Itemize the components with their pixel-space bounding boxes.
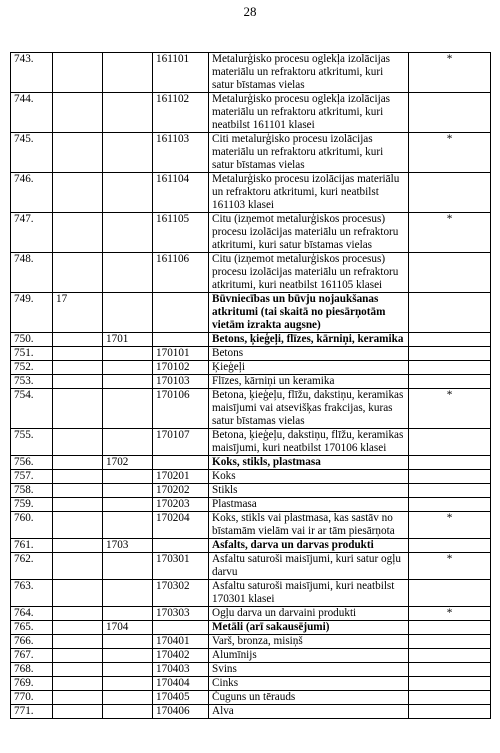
subchapter-code-cell (103, 649, 153, 663)
chapter-code-cell (53, 539, 103, 553)
hazard-mark-cell: * (409, 133, 491, 173)
chapter-code-cell (53, 498, 103, 512)
row-number-cell: 769. (11, 677, 53, 691)
waste-code-cell: 170403 (153, 663, 209, 677)
chapter-code-cell (53, 173, 103, 213)
row-number-cell: 767. (11, 649, 53, 663)
description-cell: Betons (209, 347, 409, 361)
description-cell: Citu (izņemot metalurģiskos procesus) procesu izolācijas materiālu un refraktoru atkritumi, kuri satur bīstamas vielas (209, 213, 409, 253)
row-number-cell: 747. (11, 213, 53, 253)
table-row (11, 663, 491, 677)
description-cell: Betons, ķieģeļi, flīzes, kārniņi, keramika (209, 333, 409, 347)
description-cell: Cinks (209, 677, 409, 691)
table-row (11, 213, 491, 253)
hazard-mark-cell (409, 621, 491, 635)
description-cell: Flīzes, kārniņi un keramika (209, 375, 409, 389)
waste-code-cell: 170106 (153, 389, 209, 429)
chapter-code-cell (53, 429, 103, 456)
chapter-code-cell (53, 649, 103, 663)
waste-code-cell (153, 333, 209, 347)
hazard-mark-cell (409, 347, 491, 361)
hazard-mark-cell (409, 580, 491, 607)
subchapter-code-cell (103, 677, 153, 691)
hazard-mark-cell: * (409, 53, 491, 93)
row-number-cell: 765. (11, 621, 53, 635)
table-row (11, 539, 491, 553)
chapter-code-cell (53, 361, 103, 375)
table-row (11, 93, 491, 133)
page-number: 28 (243, 4, 257, 19)
waste-classification-table (10, 52, 491, 719)
description-cell: Metalurģisko procesu oglekļa izolācijas materiālu un refraktoru atkritumi, kuri satur bīstamas vielas (209, 53, 409, 93)
description-cell: Betona, ķieģeļu, flīžu, dakstiņu, keramikas maisījumi vai atsevišķas frakcijas, kuras satur bīstamas vielas (209, 389, 409, 429)
row-number-cell: 748. (11, 253, 53, 293)
subchapter-code-cell (103, 133, 153, 173)
waste-code-cell: 170302 (153, 580, 209, 607)
chapter-code-cell (53, 133, 103, 173)
description-cell: Citu (izņemot metalurģiskos procesus) procesu izolācijas materiālu un refraktoru atkritumi, kuri neatbilst 161105 klasei (209, 253, 409, 293)
waste-code-cell: 170204 (153, 512, 209, 539)
waste-code-cell (153, 456, 209, 470)
description-cell: Koks, stikls, plastmasa (209, 456, 409, 470)
subchapter-code-cell (103, 580, 153, 607)
row-number-cell: 771. (11, 705, 53, 719)
table-row (11, 607, 491, 621)
row-number-cell: 755. (11, 429, 53, 456)
table-body (11, 53, 491, 719)
table-row (11, 498, 491, 512)
table-row (11, 293, 491, 333)
chapter-code-cell (53, 470, 103, 484)
subchapter-code-cell (103, 635, 153, 649)
subchapter-code-cell (103, 429, 153, 456)
chapter-code-cell (53, 691, 103, 705)
subchapter-code-cell (103, 93, 153, 133)
table-row (11, 705, 491, 719)
waste-code-cell (153, 293, 209, 333)
row-number-cell: 766. (11, 635, 53, 649)
chapter-code-cell (53, 53, 103, 93)
row-number-cell: 758. (11, 484, 53, 498)
waste-code-cell: 170101 (153, 347, 209, 361)
description-cell: Koks (209, 470, 409, 484)
table-row (11, 553, 491, 580)
waste-code-cell: 170402 (153, 649, 209, 663)
description-cell: Varš, bronza, misiņš (209, 635, 409, 649)
chapter-code-cell (53, 677, 103, 691)
waste-code-cell (153, 539, 209, 553)
table-row (11, 347, 491, 361)
subchapter-code-cell (103, 663, 153, 677)
hazard-mark-cell (409, 539, 491, 553)
row-number-cell: 762. (11, 553, 53, 580)
hazard-mark-cell (409, 293, 491, 333)
chapter-code-cell (53, 607, 103, 621)
subchapter-code-cell: 1703 (103, 539, 153, 553)
row-number-cell: 757. (11, 470, 53, 484)
row-number-cell: 744. (11, 93, 53, 133)
waste-code-cell: 170202 (153, 484, 209, 498)
description-cell: Ogļu darva un darvaini produkti (209, 607, 409, 621)
table-row (11, 375, 491, 389)
hazard-mark-cell (409, 498, 491, 512)
table-row (11, 389, 491, 429)
table-row (11, 649, 491, 663)
chapter-code-cell (53, 389, 103, 429)
hazard-mark-cell: * (409, 553, 491, 580)
hazard-mark-cell (409, 677, 491, 691)
row-number-cell: 749. (11, 293, 53, 333)
chapter-code-cell (53, 621, 103, 635)
chapter-code-cell (53, 580, 103, 607)
waste-code-cell (153, 621, 209, 635)
subchapter-code-cell (103, 691, 153, 705)
hazard-mark-cell (409, 705, 491, 719)
hazard-mark-cell (409, 691, 491, 705)
description-cell: Būvniecības un būvju nojaukšanas atkritumi (tai skaitā no piesārņotām vietām izrakta augsne) (209, 293, 409, 333)
subchapter-code-cell (103, 512, 153, 539)
hazard-mark-cell (409, 456, 491, 470)
table-row (11, 621, 491, 635)
subchapter-code-cell (103, 347, 153, 361)
subchapter-code-cell (103, 361, 153, 375)
table-row (11, 580, 491, 607)
waste-code-cell: 170401 (153, 635, 209, 649)
row-number-cell: 746. (11, 173, 53, 213)
hazard-mark-cell: * (409, 512, 491, 539)
subchapter-code-cell (103, 484, 153, 498)
row-number-cell: 761. (11, 539, 53, 553)
table-row (11, 173, 491, 213)
table-row (11, 456, 491, 470)
description-cell: Asfalts, darva un darvas produkti (209, 539, 409, 553)
description-cell: Metalurģisko procesu oglekļa izolācijas materiālu un refraktoru atkritumi, kuri neatbilst 161101 klasei (209, 93, 409, 133)
waste-code-cell: 161106 (153, 253, 209, 293)
subchapter-code-cell (103, 705, 153, 719)
chapter-code-cell (53, 93, 103, 133)
chapter-code-cell (53, 512, 103, 539)
description-cell: Alumīnijs (209, 649, 409, 663)
subchapter-code-cell (103, 213, 153, 253)
hazard-mark-cell (409, 333, 491, 347)
description-cell: Citi metalurģisko procesu izolācijas materiālu un refraktoru atkritumi, kuri satur bīstamas vielas (209, 133, 409, 173)
waste-code-cell: 170102 (153, 361, 209, 375)
hazard-mark-cell (409, 484, 491, 498)
chapter-code-cell (53, 705, 103, 719)
description-cell: Alva (209, 705, 409, 719)
table-row (11, 677, 491, 691)
row-number-cell: 763. (11, 580, 53, 607)
description-cell: Čuguns un tērauds (209, 691, 409, 705)
table-row (11, 429, 491, 456)
chapter-code-cell (53, 375, 103, 389)
row-number-cell: 760. (11, 512, 53, 539)
row-number-cell: 754. (11, 389, 53, 429)
table-row (11, 53, 491, 93)
chapter-code-cell (53, 213, 103, 253)
waste-code-cell: 170201 (153, 470, 209, 484)
row-number-cell: 756. (11, 456, 53, 470)
hazard-mark-cell (409, 253, 491, 293)
hazard-mark-cell: * (409, 389, 491, 429)
subchapter-code-cell (103, 253, 153, 293)
waste-code-cell: 161101 (153, 53, 209, 93)
chapter-code-cell (53, 484, 103, 498)
subchapter-code-cell (103, 389, 153, 429)
row-number-cell: 750. (11, 333, 53, 347)
row-number-cell: 751. (11, 347, 53, 361)
row-number-cell: 768. (11, 663, 53, 677)
subchapter-code-cell: 1702 (103, 456, 153, 470)
description-cell: Asfaltu saturoši maisījumi, kuri neatbilst 170301 klasei (209, 580, 409, 607)
waste-code-cell: 170107 (153, 429, 209, 456)
subchapter-code-cell (103, 553, 153, 580)
hazard-mark-cell (409, 375, 491, 389)
chapter-code-cell: 17 (53, 293, 103, 333)
waste-code-cell: 170404 (153, 677, 209, 691)
row-number-cell: 745. (11, 133, 53, 173)
subchapter-code-cell (103, 53, 153, 93)
subchapter-code-cell (103, 375, 153, 389)
hazard-mark-cell (409, 649, 491, 663)
table-row (11, 512, 491, 539)
subchapter-code-cell: 1704 (103, 621, 153, 635)
subchapter-code-cell (103, 293, 153, 333)
table-row (11, 333, 491, 347)
table-row (11, 691, 491, 705)
waste-code-cell: 170405 (153, 691, 209, 705)
hazard-mark-cell (409, 470, 491, 484)
subchapter-code-cell (103, 173, 153, 213)
table-row (11, 133, 491, 173)
waste-code-cell: 170203 (153, 498, 209, 512)
hazard-mark-cell (409, 635, 491, 649)
hazard-mark-cell: * (409, 607, 491, 621)
chapter-code-cell (53, 333, 103, 347)
row-number-cell: 764. (11, 607, 53, 621)
row-number-cell: 753. (11, 375, 53, 389)
description-cell: Betona, ķieģeļu, dakstiņu, flīžu, keramikas maisījumi, kuri neatbilst 170106 klasei (209, 429, 409, 456)
hazard-mark-cell: * (409, 213, 491, 253)
subchapter-code-cell (103, 470, 153, 484)
waste-code-cell: 161102 (153, 93, 209, 133)
waste-code-cell: 161103 (153, 133, 209, 173)
row-number-cell: 752. (11, 361, 53, 375)
table-row (11, 484, 491, 498)
subchapter-code-cell (103, 498, 153, 512)
description-cell: Svins (209, 663, 409, 677)
waste-code-cell: 170103 (153, 375, 209, 389)
waste-code-cell: 161105 (153, 213, 209, 253)
description-cell: Metalurģisko procesu izolācijas materiālu un refraktoru atkritumi, kuri neatbilst 161103 klasei (209, 173, 409, 213)
hazard-mark-cell (409, 429, 491, 456)
hazard-mark-cell (409, 173, 491, 213)
hazard-mark-cell (409, 93, 491, 133)
table-row (11, 253, 491, 293)
chapter-code-cell (53, 635, 103, 649)
waste-code-cell: 170301 (153, 553, 209, 580)
waste-code-cell: 170406 (153, 705, 209, 719)
description-cell: Ķieģeļi (209, 361, 409, 375)
chapter-code-cell (53, 456, 103, 470)
waste-code-cell: 161104 (153, 173, 209, 213)
description-cell: Asfaltu saturoši maisījumi, kuri satur ogļu darvu (209, 553, 409, 580)
waste-code-cell: 170303 (153, 607, 209, 621)
table-row (11, 361, 491, 375)
description-cell: Plastmasa (209, 498, 409, 512)
description-cell: Stikls (209, 484, 409, 498)
description-cell: Metāli (arī sakausējumi) (209, 621, 409, 635)
table-row (11, 635, 491, 649)
subchapter-code-cell (103, 607, 153, 621)
row-number-cell: 770. (11, 691, 53, 705)
row-number-cell: 759. (11, 498, 53, 512)
description-cell: Koks, stikls vai plastmasa, kas sastāv no bīstamām vielām vai ir ar tām piesārņota (209, 512, 409, 539)
subchapter-code-cell: 1701 (103, 333, 153, 347)
hazard-mark-cell (409, 361, 491, 375)
hazard-mark-cell (409, 663, 491, 677)
row-number-cell: 743. (11, 53, 53, 93)
table-row (11, 470, 491, 484)
chapter-code-cell (53, 553, 103, 580)
chapter-code-cell (53, 253, 103, 293)
chapter-code-cell (53, 347, 103, 361)
chapter-code-cell (53, 663, 103, 677)
